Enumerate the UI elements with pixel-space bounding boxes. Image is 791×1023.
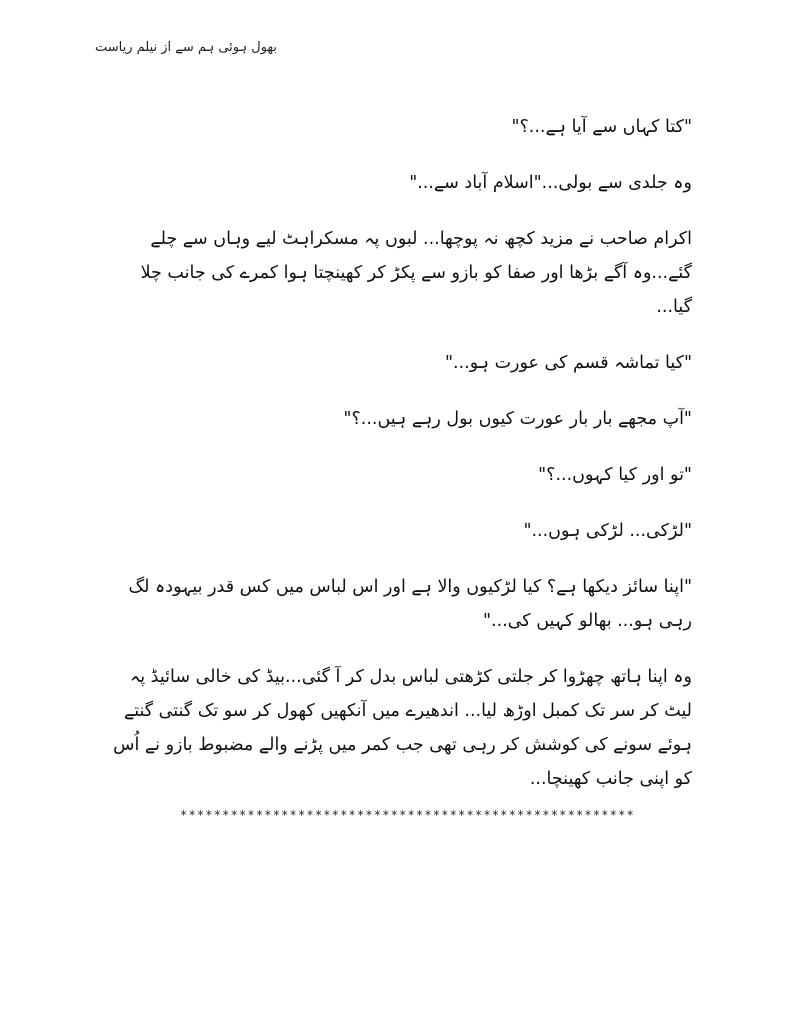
paragraph: "کتا کہاں سے آیا ہے...؟" xyxy=(511,117,692,137)
paragraph: وہ اپنا ہاتھ چھڑوا کر جلتی کڑھتی لباس بدل کر آ گئی...بیڈ کی خالی سائیڈ پہ لیٹ کر سر تک کمبل اوڑھ لیا... اندھیرے میں آنکھیں کھول کر سو تک گنتی گنتے ہوئے سونے کی کوشش کر رہی تھی جب کمر میں پڑنے والے مضبوط بازو نے اُس کو اپنی جانب کھینچا... xyxy=(113,667,692,789)
document-body xyxy=(110,110,692,818)
page-header: بھول ہوئی ہم سے از نیلم ریاست xyxy=(95,40,278,55)
section-separator: ****************************************************** xyxy=(180,808,635,822)
paragraph: "تو اور کیا کہوں...؟" xyxy=(538,465,692,485)
paragraph: وہ جلدی سے بولی..."اسلام آباد سے..." xyxy=(409,173,692,193)
paragraph: "کیا تماشہ قسم کی عورت ہو..." xyxy=(444,353,692,373)
paragraph: اکرام صاحب نے مزید کچھ نہ پوچھا... لبوں پہ مسکراہٹ لیے وہاں سے چلے گئے...وہ آگے بڑھا اور صفا کو بازو سے پکڑ کر کھینچتا ہوا کمرے کی جانب چلا گیا... xyxy=(140,229,692,317)
paragraph: "اپنا سائز دیکھا ہے؟ کیا لڑکیوں والا ہے اور اس لباس میں کس قدر بیہودہ لگ رہی ہو... بھالو کہیں کی..." xyxy=(128,577,692,631)
paragraph: "آپ مجھے بار بار عورت کیوں بول رہے ہیں...؟" xyxy=(343,409,692,429)
paragraph: "لڑکی... لڑکی ہوں..." xyxy=(523,521,692,541)
